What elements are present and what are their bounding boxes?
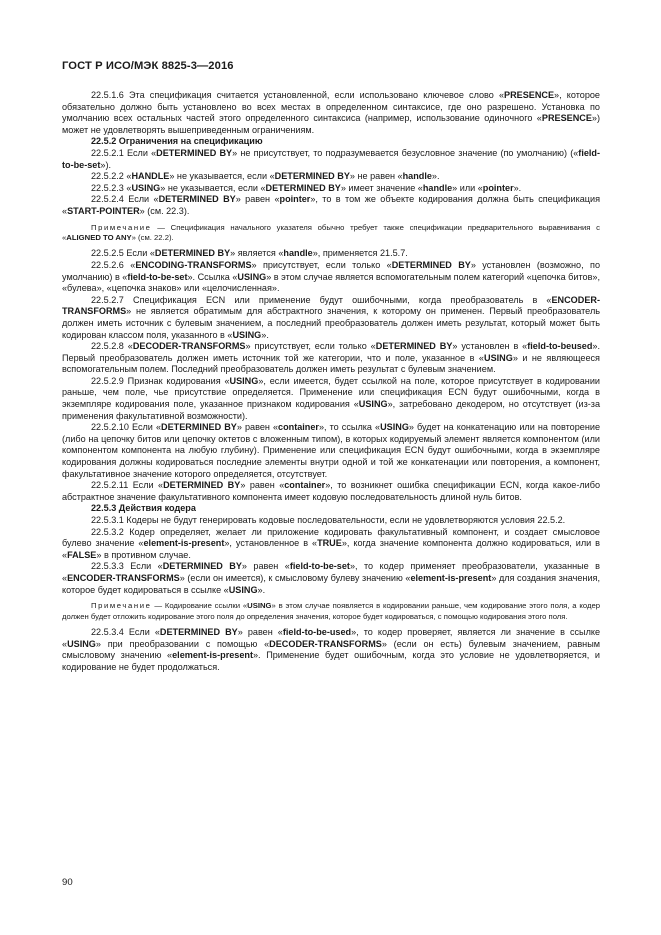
text-run: » равен « <box>240 480 285 491</box>
paragraph <box>62 90 600 136</box>
bold-term: container <box>284 480 326 491</box>
bold-term: USING <box>237 271 267 282</box>
bold-term: DETERMINED BY <box>391 259 471 270</box>
bold-term: element-is-present <box>410 572 492 583</box>
bold-term: DETERMINED BY <box>162 561 242 572</box>
section-heading <box>62 503 600 515</box>
paragraph <box>62 561 600 596</box>
text-run: 22.5.3.1 Кодеры не будут генерировать кодовые последовательности, если не удовлетворяются условия 22.5.2. <box>91 515 566 525</box>
text-run: » (если он есть) булевым значением, равным смысловому значению « <box>62 638 600 661</box>
paragraph <box>62 260 600 295</box>
text-run: » равен « <box>236 422 279 433</box>
paragraph <box>62 171 600 183</box>
bold-term: FALSE <box>67 549 97 560</box>
bold-term: DETERMINED BY <box>375 341 453 352</box>
bold-term: USING <box>484 352 513 363</box>
paragraph <box>62 148 600 171</box>
text-run: » не равен « <box>349 171 403 182</box>
bold-term: ENCODING-TRANSFORMS <box>135 259 252 270</box>
text-run: » в противном случае. <box>96 549 191 560</box>
text-run: » (если он имеется), к смысловому булеву значению « <box>179 572 411 583</box>
document-body <box>62 90 600 673</box>
bold-term: field-to-be-set <box>62 147 601 170</box>
text-run: » равен « <box>235 194 280 205</box>
bold-term: USING <box>131 182 161 193</box>
bold-term: TRUE <box>317 538 342 549</box>
bold-term: handle <box>402 171 432 182</box>
text-run: » имеет значение « <box>340 182 423 193</box>
bold-term: field-to-beused <box>527 341 593 352</box>
text-run: 22.5.1.6 Эта спецификация считается установленной, если использовано ключевое слово « <box>91 90 505 100</box>
text-run: ». <box>513 182 522 193</box>
bold-term: element-is-present <box>172 650 253 661</box>
text-run: ». <box>261 329 269 340</box>
text-run: ». Применение будет ошибочным, когда это условие не удовлетворяется, и кодирование не будет продолжаться. <box>62 650 600 672</box>
note-paragraph <box>62 223 600 244</box>
paragraph <box>62 422 600 480</box>
bold-term: USING <box>67 638 96 649</box>
text-run: », затребовано декодером, но отсутствует (из-за применения факультативной возможности). <box>62 399 601 421</box>
note-label: Примечание <box>91 222 152 232</box>
text-run: 22.5.2.1 Если « <box>91 147 157 158</box>
page-number: 90 <box>62 877 73 888</box>
text-run: 22.5.2.2 « <box>91 171 132 182</box>
bold-term: DETERMINED BY <box>158 194 236 205</box>
text-run: ». <box>431 171 440 182</box>
text-run: », то возникнет ошибка спецификации ECN, когда какое-либо абстрактное значение факультативного компонента имеет кодовую последовательность длиной нуль битов. <box>62 480 601 502</box>
bold-term: HANDLE <box>131 171 170 182</box>
bold-term: USING <box>247 601 272 611</box>
text-run: » (см. 22.2). <box>131 232 174 242</box>
document-header: ГОСТ Р ИСО/МЭК 8825-3—2016 <box>62 60 234 72</box>
bold-term: ALIGNED TO ANY <box>66 232 132 242</box>
bold-term: DETERMINED BY <box>154 248 231 259</box>
text-run: 22.5.3.3 Если « <box>91 561 163 572</box>
text-run: » присутствует, если только « <box>251 259 392 270</box>
text-run: 22.5.2.6 « <box>91 259 136 270</box>
text-run: 22.5.3.2 Кодер определяет, желает ли приложение кодировать факультативный компонент, и создает смысловое булево значение « <box>62 526 600 549</box>
text-run: »). <box>100 159 112 170</box>
bold-term: DETERMINED BY <box>274 171 350 182</box>
bold-term: DECODER-TRANSFORMS <box>132 341 246 352</box>
text-run: 22.5.2.5 Если « <box>91 248 155 259</box>
text-run: » будет на конкатенацию или на повторение (либо на цепочку битов или цепочку октетов с вложенным типом), в которых кодируемый элемент является компонентом (или компонентом компонента на любую глубину). Применение или спецификация ECN будут ошибочными, когда в экземпляре кодирования должны кодироваться последние элементы внутри одной и той же конкатенации или повторения, а компонент, факультативное значение которого определяется, отсутствует. <box>62 422 601 479</box>
text-run: », которое обязательно должно быть установлено во всех местах в определенном синтаксисе, где оно разрешено. Установка по умолчанию всех остальных частей этого определенного синтаксиса (например, использование одиночного « <box>62 90 600 124</box>
paragraph <box>62 527 600 562</box>
text-run: » (см. 22.3). <box>139 205 190 216</box>
text-run: — Спецификация начального указателя обычно требует также спецификации предварительного выравнивания с « <box>62 222 600 242</box>
paragraph <box>62 480 600 503</box>
note-label: Примечание <box>91 601 152 611</box>
bold-term: field-to-be-used <box>282 626 352 637</box>
bold-term: USING <box>228 584 258 595</box>
text-run: » является « <box>230 248 284 259</box>
text-run: », установленное в « <box>224 538 318 549</box>
text-run: », применяется 21.5.7. <box>312 248 408 259</box>
text-run: » не присутствует, то подразумевается безусловное значение (по умолчанию) (« <box>232 147 579 158</box>
text-run: », когда значение компонента должно кодироваться, или в « <box>62 538 601 560</box>
paragraph <box>62 194 600 217</box>
bold-term: pointer <box>482 182 514 193</box>
bold-term: PRESENCE <box>504 90 555 100</box>
paragraph <box>62 515 600 527</box>
text-run: 22.5.2.10 Если « <box>91 422 162 433</box>
bold-term: DETERMINED BY <box>163 480 241 491</box>
paragraph <box>62 295 600 341</box>
text-run: ») может не удовлетворять вышеприведенным ограничениям. <box>62 113 600 135</box>
text-run: » не указывается, если « <box>160 182 266 193</box>
paragraph <box>62 627 600 673</box>
text-run: » не является обратимым для абстрактного значения, к которому он применен. Первый преобразователь должен иметь источник с булевым значением, а последний преобразователь должен иметь результат, который может быть кодирован классом поля, указанного в « <box>62 306 600 340</box>
text-run: 22.5.2.9 Признак кодирования « <box>91 375 230 386</box>
paragraph <box>62 248 600 260</box>
text-run: 22.5.3.4 Если « <box>91 626 160 637</box>
bold-term: 22.5.2 Ограничения на спецификацию <box>91 136 263 147</box>
bold-term: START-POINTER <box>67 205 140 216</box>
text-run: » присутствует, если только « <box>245 341 376 352</box>
bold-term: field-to-be-set <box>127 271 188 282</box>
paragraph <box>62 183 600 195</box>
text-run: ». Ссылка « <box>187 271 238 282</box>
text-run: » и не являющееся вспомогательным полем. Последний преобразователь должен иметь результат с булевым значением. <box>62 352 600 375</box>
bold-term: handle <box>283 248 313 259</box>
bold-term: DETERMINED BY <box>161 422 237 433</box>
text-run: », то в том же объекте кодирования должна быть спецификация « <box>62 194 601 216</box>
text-run: » при преобразовании с помощью « <box>95 638 270 649</box>
bold-term: 22.5.3 Действия кодера <box>91 503 196 514</box>
bold-term: element-is-present <box>143 538 225 549</box>
bold-term: container <box>278 422 319 433</box>
note-paragraph <box>62 601 600 622</box>
bold-term: handle <box>422 182 453 193</box>
bold-term: field-to-be-set <box>289 561 350 572</box>
text-run: » равен « <box>237 626 283 637</box>
bold-term: USING <box>380 422 409 433</box>
text-run: » в этом случае является вспомогательным полем категорий «цепочка битов», «булева», «цепочка знаков» или «целочисленная». <box>62 271 601 294</box>
paragraph <box>62 341 600 376</box>
bold-term: DECODER-TRANSFORMS <box>269 638 382 649</box>
text-run: » или « <box>452 182 483 193</box>
bold-term: pointer <box>279 194 311 205</box>
text-run: » не указывается, если « <box>169 171 275 182</box>
bold-term: USING <box>229 375 259 386</box>
text-run: » установлен в « <box>452 341 528 352</box>
bold-term: ENCODER-TRANSFORMS <box>62 294 600 317</box>
text-run: » для создания значения, которое будет кодироваться в ссылке « <box>62 572 600 595</box>
bold-term: DETERMINED BY <box>159 626 238 637</box>
bold-term: PRESENCE <box>541 113 592 124</box>
text-run: ». <box>257 584 266 595</box>
text-run: » установлен (возможно, по умолчанию) в « <box>62 259 601 282</box>
text-run: 22.5.2.8 « <box>91 341 133 352</box>
text-run: », то кодер проверяет, является ли значение в ссылке « <box>62 626 601 649</box>
text-run: 22.5.2.11 Если « <box>91 480 164 491</box>
section-heading <box>62 136 600 148</box>
text-run: » равен « <box>241 561 290 572</box>
text-run: 22.5.2.7 Спецификация ECN или применение будут ошибочными, когда преобразователь в « <box>91 294 552 305</box>
text-run: 22.5.2.3 « <box>91 182 132 193</box>
text-run: », то ссылка « <box>318 422 381 433</box>
text-run: », если имеется, будет ссылкой на поле, которое присутствует в кодировании раньше, чем поле, чье присутствие определяется. Применение или спецификация ECN будут ошибочными, когда в экземпляре кодирования поле, указанное признаком кодирования « <box>62 375 600 410</box>
bold-term: DETERMINED BY <box>265 182 341 193</box>
text-run: » в этом случае появляется в кодировании раньше, чем кодирование этого поля, а кодер должен будет отложить кодирование этого поля до определения значения, которое будет кодироваться, с помощью кодирования этого поля. <box>62 601 600 621</box>
bold-term: DETERMINED BY <box>156 147 233 158</box>
text-run: », то кодер применяет преобразователи, указанные в « <box>62 561 601 583</box>
paragraph <box>62 376 600 422</box>
text-run: ». Первый преобразователь должен иметь источник той же категории, что и поле, указанное в « <box>62 341 601 363</box>
bold-term: USING <box>232 329 262 340</box>
bold-term: USING <box>358 399 388 410</box>
bold-term: ENCODER-TRANSFORMS <box>67 572 180 583</box>
text-run: — Кодирование ссылки « <box>151 601 248 611</box>
text-run: 22.5.2.4 Если « <box>91 194 159 205</box>
